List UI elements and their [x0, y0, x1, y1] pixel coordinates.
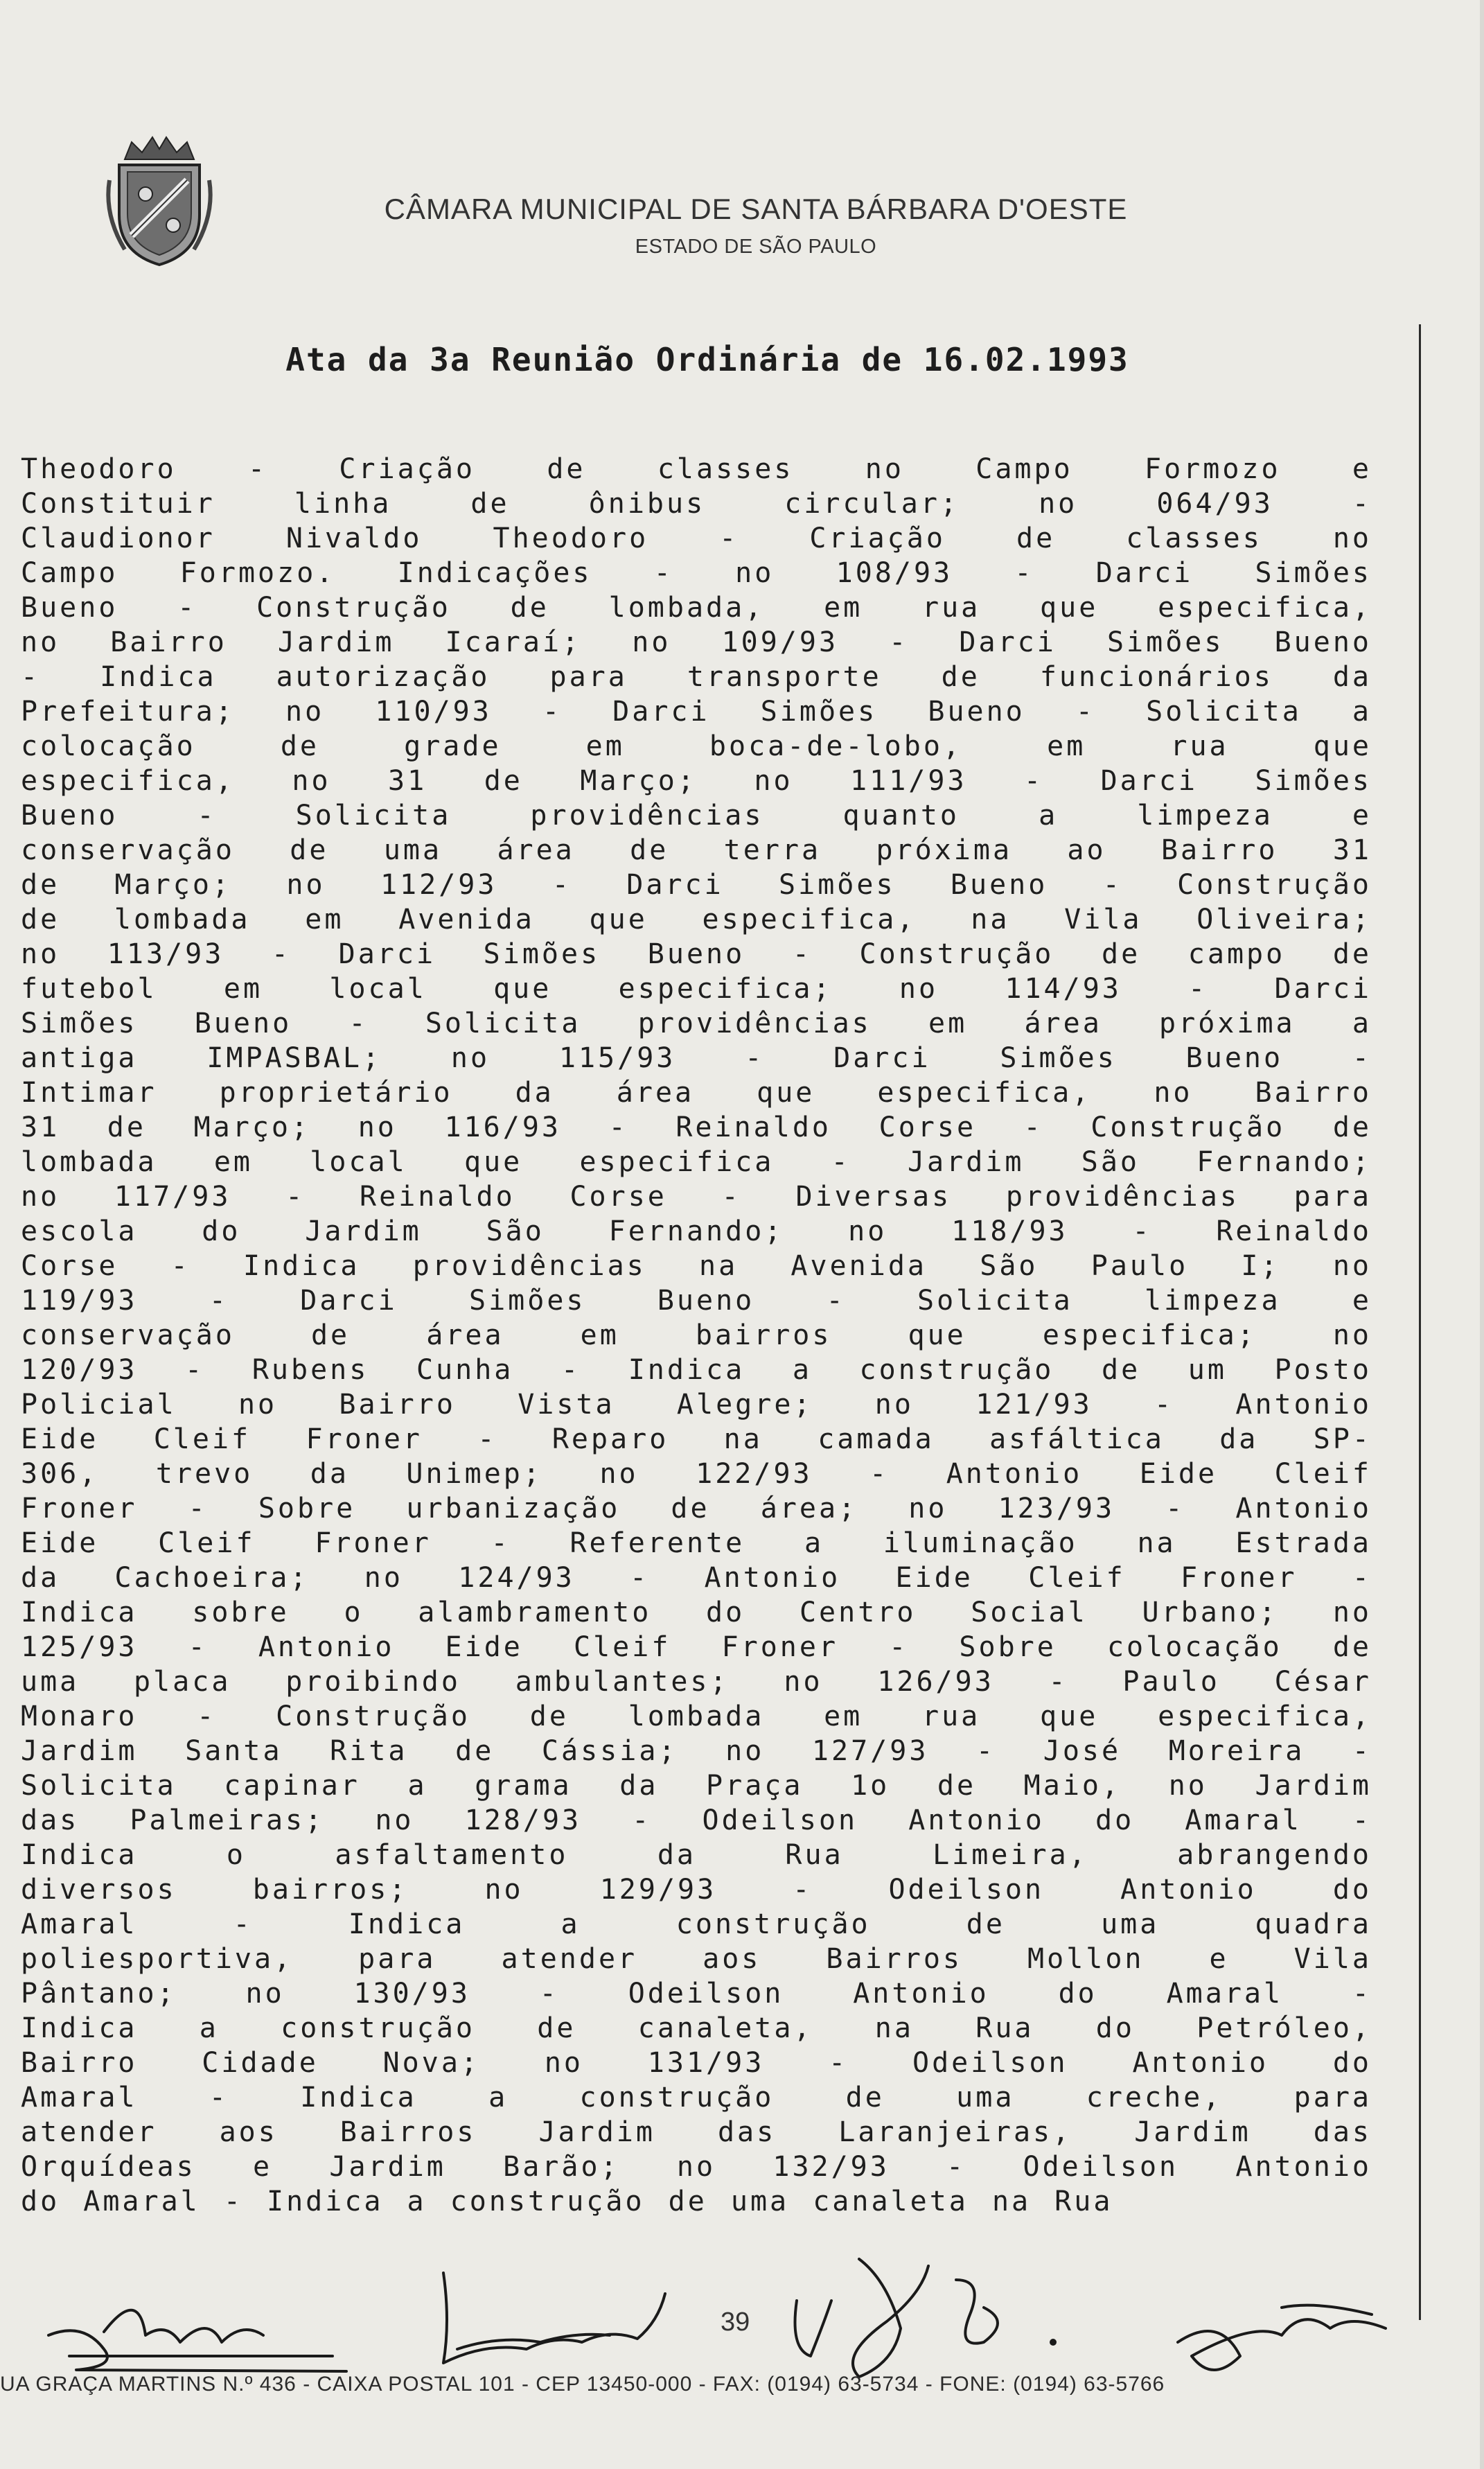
text-line: conservação de uma área de terra próxima ao Bairro 31	[21, 834, 1372, 866]
margin-line	[1419, 324, 1421, 2320]
text-line: Simões Bueno - Solicita providências em área próxima a	[21, 1008, 1372, 1039]
text-line: 125/93 - Antonio Eide Cleif Froner - Sobre colocação de	[21, 1631, 1372, 1663]
text-line: antiga IMPASBAL; no 115/93 - Darci Simões Bueno -	[21, 1042, 1372, 1074]
text-line: das Palmeiras; no 128/93 - Odeilson Antonio do Amaral -	[21, 1804, 1372, 1836]
text-line: 306, trevo da Unimep; no 122/93 - Antonio Eide Cleif	[21, 1458, 1372, 1490]
text-line: Pântano; no 130/93 - Odeilson Antonio do Amaral -	[21, 1978, 1372, 2010]
state-name: ESTADO DE SÃO PAULO	[635, 236, 877, 258]
text-line: Bueno - Construção de lombada, em rua que especifica,	[21, 592, 1372, 624]
text-line: Bairro Cidade Nova; no 131/93 - Odeilson Antonio do	[21, 2047, 1372, 2079]
text-line: Froner - Sobre urbanização de área; no 123/93 - Antonio	[21, 1493, 1372, 1525]
text-line: lombada em local que especifica - Jardim São Fernando;	[21, 1146, 1372, 1178]
text-line: Eide Cleif Froner - Reparo na camada asfáltica da SP-	[21, 1423, 1372, 1455]
text-line: Corse - Indica providências na Avenida São Paulo I; no	[21, 1250, 1372, 1282]
text-line: Policial no Bairro Vista Alegre; no 121/93 - Antonio	[21, 1389, 1372, 1421]
text-line: Indica sobre o alambramento do Centro Social Urbano; no	[21, 1597, 1372, 1628]
text-line: especifica, no 31 de Março; no 111/93 - Darci Simões	[21, 765, 1372, 797]
text-line: Indica a construção de canaleta, na Rua do Petróleo,	[21, 2012, 1372, 2044]
text-line: - Indica autorização para transporte de funcionários da	[21, 661, 1372, 693]
text-line: Amaral - Indica a construção de uma quadra	[21, 1908, 1372, 1940]
text-line: Amaral - Indica a construção de uma creche, para	[21, 2082, 1372, 2114]
text-line: futebol em local que especifica; no 114/93 - Darci	[21, 973, 1372, 1005]
text-line: de Março; no 112/93 - Darci Simões Bueno - Construção	[21, 869, 1372, 901]
institution-name: CÂMARA MUNICIPAL DE SANTA BÁRBARA D'OESTE	[384, 193, 1128, 225]
text-line: Theodoro - Criação de classes no Campo Formozo e	[21, 453, 1372, 485]
text-line: diversos bairros; no 129/93 - Odeilson Antonio do	[21, 1874, 1372, 1906]
footer-address: UA GRAÇA MARTINS N.º 436 - CAIXA POSTAL 101 - CEP 13450-000 - FAX: (0194) 63-5734 - FONE: (0194) 63-5766	[0, 2373, 1165, 2396]
text-line: colocação de grade em boca-de-lobo, em rua que	[21, 730, 1372, 762]
text-line: Intimar proprietário da área que especifica, no Bairro	[21, 1077, 1372, 1109]
text-line: de lombada em Avenida que especifica, na Vila Oliveira;	[21, 904, 1372, 935]
text-line: 119/93 - Darci Simões Bueno - Solicita limpeza e	[21, 1285, 1372, 1317]
text-line: conservação de área em bairros que especifica; no	[21, 1319, 1372, 1351]
text-line: 31 de Março; no 116/93 - Reinaldo Corse - Construção de	[21, 1112, 1372, 1143]
text-line: Monaro - Construção de lombada em rua que especifica,	[21, 1701, 1372, 1732]
text-line: uma placa proibindo ambulantes; no 126/93 - Paulo César	[21, 1666, 1372, 1698]
text-line: da Cachoeira; no 124/93 - Antonio Eide Cleif Froner -	[21, 1562, 1372, 1594]
page-number: 39	[721, 2308, 750, 2337]
text-line: Constituir linha de ônibus circular; no 064/93 -	[21, 488, 1372, 520]
text-line: escola do Jardim São Fernando; no 118/93 - Reinaldo	[21, 1215, 1372, 1247]
text-line: 120/93 - Rubens Cunha - Indica a construção de um Posto	[21, 1354, 1372, 1386]
text-line: Prefeitura; no 110/93 - Darci Simões Bueno - Solicita a	[21, 696, 1372, 728]
text-line: do Amaral - Indica a construção de uma canaleta na Rua	[21, 2186, 1113, 2217]
text-line: Bueno - Solicita providências quanto a limpeza e	[21, 800, 1372, 832]
text-line: Eide Cleif Froner - Referente a iluminação na Estrada	[21, 1527, 1372, 1559]
text-line: Claudionor Nivaldo Theodoro - Criação de classes no	[21, 522, 1372, 554]
text-line: Solicita capinar a grama da Praça 1o de Maio, no Jardim	[21, 1770, 1372, 1802]
minutes-body	[21, 452, 1372, 2219]
text-line: Jardim Santa Rita de Cássia; no 127/93 - José Moreira -	[21, 1735, 1372, 1767]
text-line: no 117/93 - Reinaldo Corse - Diversas providências para	[21, 1181, 1372, 1213]
document-title: Ata da 3a Reunião Ordinária de 16.02.1993	[285, 341, 1129, 378]
text-line: no 113/93 - Darci Simões Bueno - Construção de campo de	[21, 938, 1372, 970]
text-line: no Bairro Jardim Icaraí; no 109/93 - Darci Simões Bueno	[21, 626, 1372, 658]
text-line: poliesportiva, para atender aos Bairros Mollon e Vila	[21, 1943, 1372, 1975]
text-line: atender aos Bairros Jardim das Laranjeiras, Jardim das	[21, 2116, 1372, 2148]
text-line: Campo Formozo. Indicações - no 108/93 - Darci Simões	[21, 557, 1372, 589]
text-line: Orquídeas e Jardim Barão; no 132/93 - Odeilson Antonio	[21, 2151, 1372, 2183]
text-line: Indica o asfaltamento da Rua Limeira, abrangendo	[21, 1839, 1372, 1871]
